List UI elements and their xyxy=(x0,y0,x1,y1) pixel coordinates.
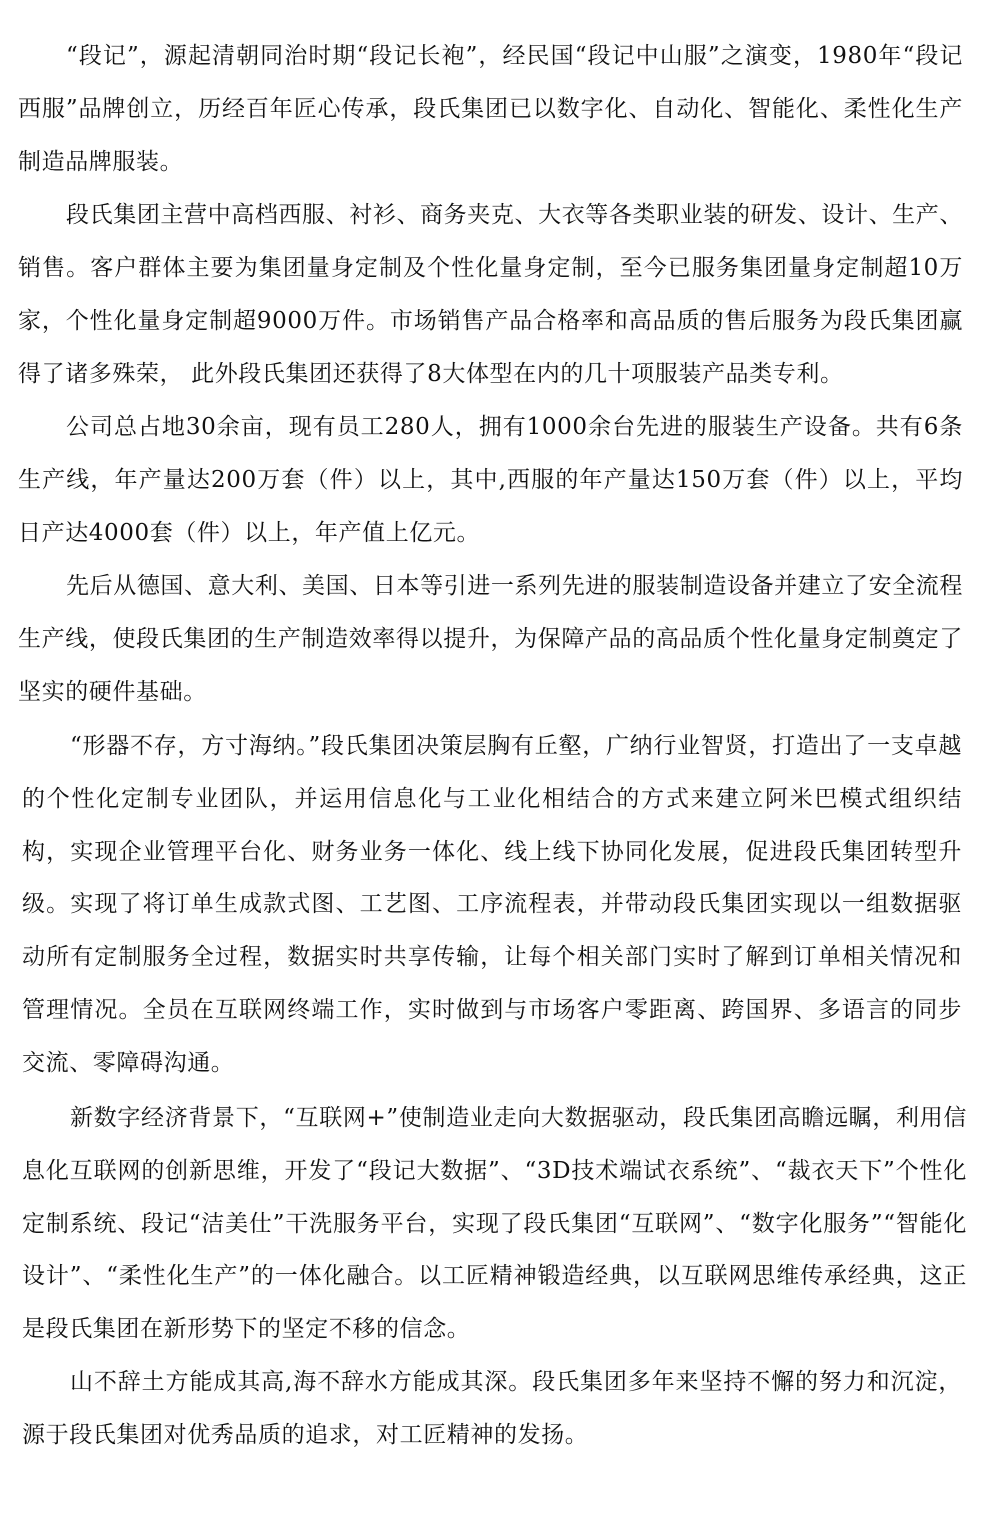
paragraph-equipment: 先后从德国、意大利、美国、日本等引进一系列先进的服装制造设备并建立了安全流程生产线，使段氏集团的生产制造效率得以提升，为保障产品的高品质个性化量身定制奠定了坚实的硬件基础。 xyxy=(18,573,963,705)
paragraph-digital: 新数字经济背景下，“互联网+”使制造业走向大数据驱动，段氏集团高瞻远瞩，利用信息化互联网的创新思维，开发了“段记大数据”、“3D技术端试衣系统”、“裁衣天下”个性化定制系统、段记“洁美仕”干洗服务平台，实现了段氏集团“互联网”、“数字化服务”“智能化设计”、“柔性化生产”的一体化融合。以工匠精神锻造经典，以互联网思维传承经典，这正是段氏集团在新形势下的坚定不移的信念。 xyxy=(22,1105,967,1343)
paragraph-origin: “段记”，源起清朝同治时期“段记长袍”，经民国“段记中山服”之演变，1980年“段记西服”品牌创立，历经百年匠心传承，段氏集团已以数字化、自动化、智能化、柔性化生产制造品牌服装。 xyxy=(18,43,963,175)
paragraph-business: 段氏集团主营中高档西服、衬衫、商务夹克、大衣等各类职业装的研发、设计、生产、销售。客户群体主要为集团量身定制及个性化量身定制，至今已服务集团量身定制超10万家，个性化量身定制超9000万件。市场销售产品合格率和高品质的售后服务为段氏集团赢得了诸多殊荣， 此外段氏集团还获得了8大体型在内的几十项服装产品类专利。 xyxy=(18,202,963,387)
paragraph-team: “形器不存，方寸海纳。”段氏集团决策层胸有丘壑，广纳行业智贤，打造出了一支卓越的个性化定制专业团队，并运用信息化与工业化相结合的方式来建立阿米巴模式组织结构，实现企业管理平台化、财务业务一体化、线上线下协同化发展，促进段氏集团转型升级。实现了将订单生成款式图、工艺图、工序流程表，并带动段氏集团实现以一组数据驱动所有定制服务全过程，数据实时共享传输，让每个相关部门实时了解到订单相关情况和管理情况。全员在互联网终端工作，实时做到与市场客户零距离、跨国界、多语言的同步交流、零障碍沟通。 xyxy=(22,733,962,1076)
paragraph-scale: 公司总占地30余亩，现有员工280人，拥有1000余台先进的服装生产设备。共有6条生产线，年产量达200万套（件）以上，其中,西服的年产量达150万套（件）以上，平均日产达4000套（件）以上，年产值上亿元。 xyxy=(18,414,963,546)
paragraph-closing: 山不辞土方能成其高,海不辞水方能成其深。段氏集团多年来坚持不懈的努力和沉淀，源于段氏集团对优秀品质的追求，对工匠精神的发扬。 xyxy=(22,1369,962,1448)
